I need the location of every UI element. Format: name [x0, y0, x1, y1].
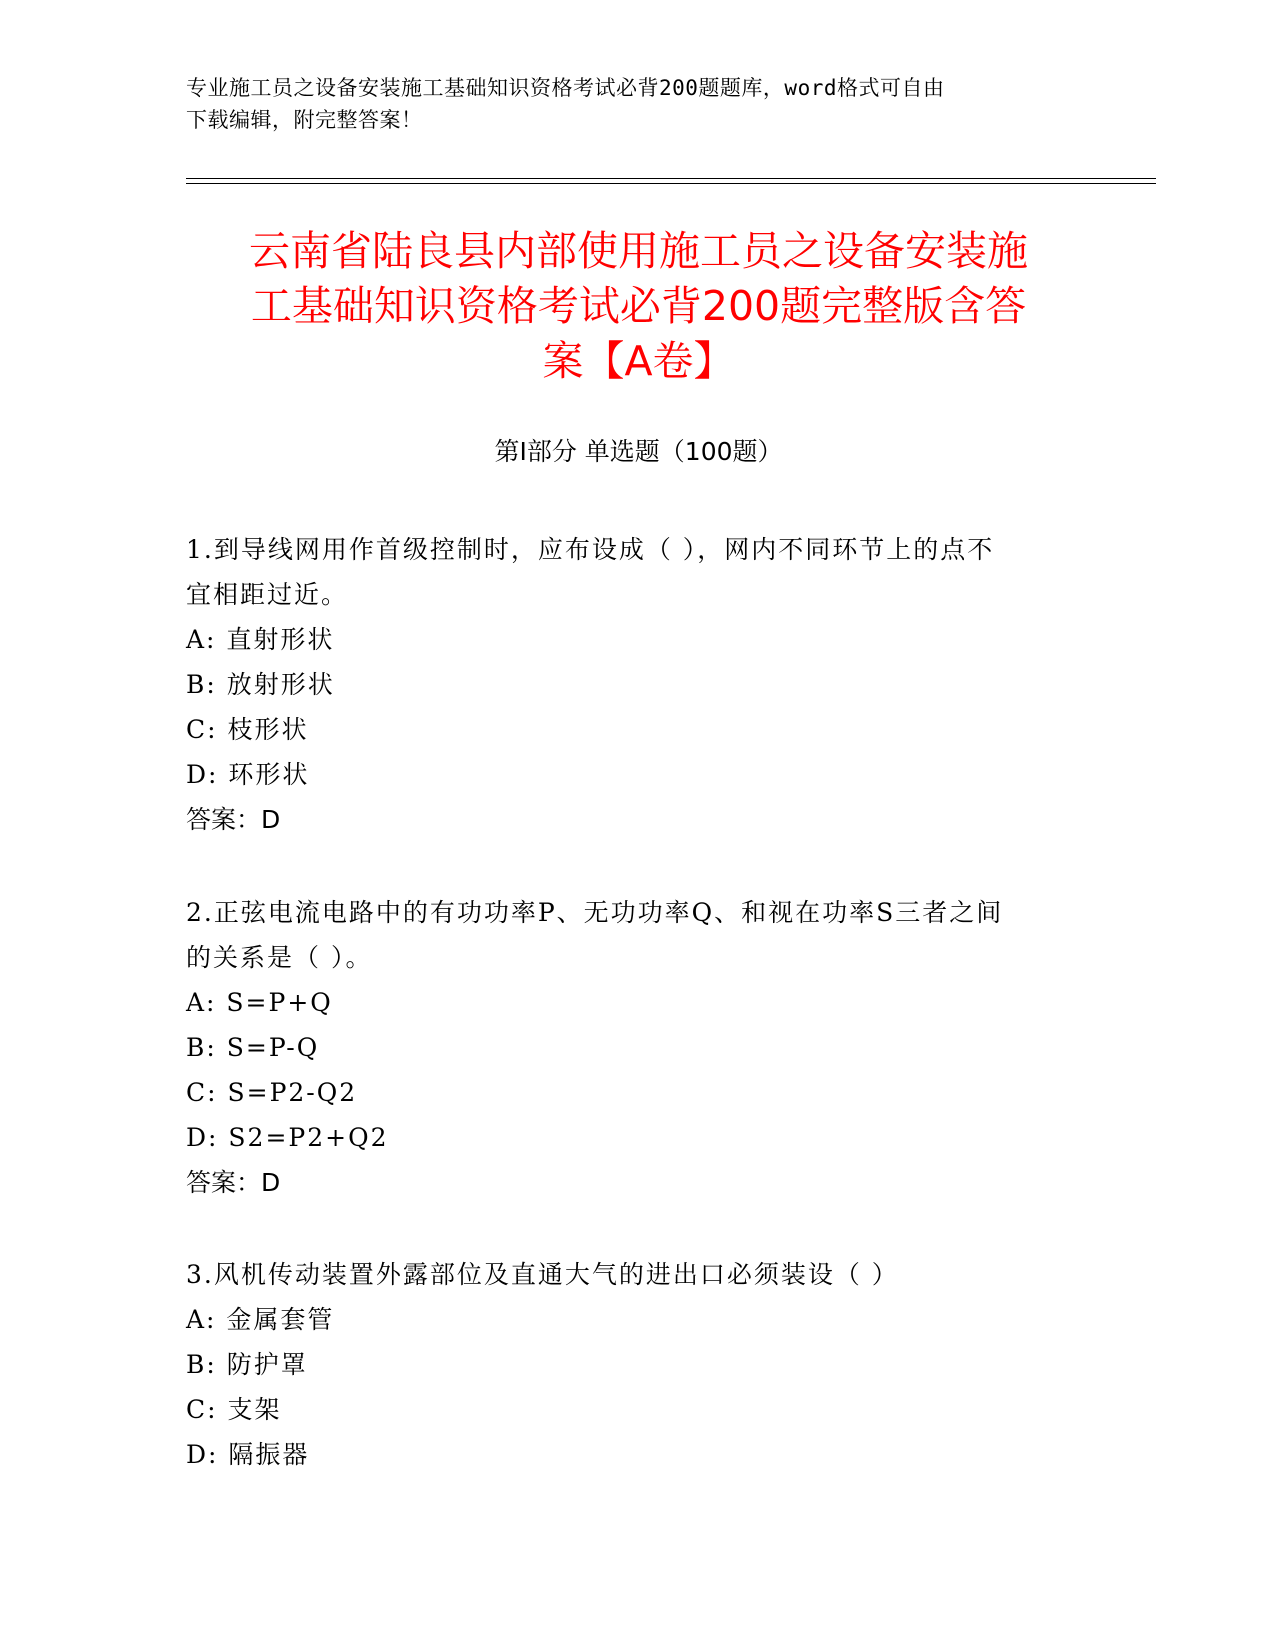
option-b: B: S=P-Q — [186, 1033, 320, 1062]
question-item — [186, 890, 1086, 1205]
document-title — [186, 224, 1091, 389]
question-stem: 宜相距过近。 — [186, 580, 349, 609]
question-stem: 2.正弦电流电路中的有功功率P、无功功率Q、和视在功率S三者之间 — [186, 898, 1004, 927]
question-item — [186, 527, 1086, 842]
option-c: C: 支架 — [186, 1395, 282, 1424]
question-stem: 3.风机传动装置外露部位及直通大气的进出口必须装设（ ） — [186, 1260, 899, 1289]
option-b: B: 放射形状 — [186, 670, 335, 699]
option-d: D: 环形状 — [186, 760, 310, 789]
header-divider-bottom — [186, 183, 1156, 184]
answer-label: 答案：D — [186, 1168, 281, 1197]
option-d: D: 隔振器 — [186, 1440, 310, 1469]
question-item — [186, 1252, 1086, 1477]
question-stem: 的关系是（ ）。 — [186, 943, 373, 972]
option-a: A: 金属套管 — [186, 1305, 335, 1334]
option-c: C: S=P2-Q2 — [186, 1078, 358, 1107]
option-b: B: 防护罩 — [186, 1350, 308, 1379]
header-divider-top — [186, 178, 1156, 179]
document-title-line: 云南省陆良县内部使用施工员之设备安装施 — [249, 227, 1028, 275]
answer-label: 答案：D — [186, 805, 281, 834]
option-a: A: 直射形状 — [186, 625, 335, 654]
document-title-line: 案【A卷】 — [542, 337, 735, 385]
header-note-line: 下载编辑，附完整答案！ — [186, 108, 423, 132]
header-note-line: 专业施工员之设备安装施工基础知识资格考试必背200题题库，word格式可自由 — [186, 76, 945, 100]
option-a: A: S=P+Q — [186, 988, 333, 1017]
question-stem: 1.到导线网用作首级控制时，应布设成（ ），网内不同环节上的点不 — [186, 535, 995, 564]
document-title-line: 工基础知识资格考试必背200题完整版含答 — [250, 282, 1027, 330]
header-note — [186, 72, 1066, 136]
section-heading: 第I部分 单选题（100题） — [494, 437, 783, 466]
option-d: D: S2=P2+Q2 — [186, 1123, 389, 1152]
option-c: C: 枝形状 — [186, 715, 309, 744]
